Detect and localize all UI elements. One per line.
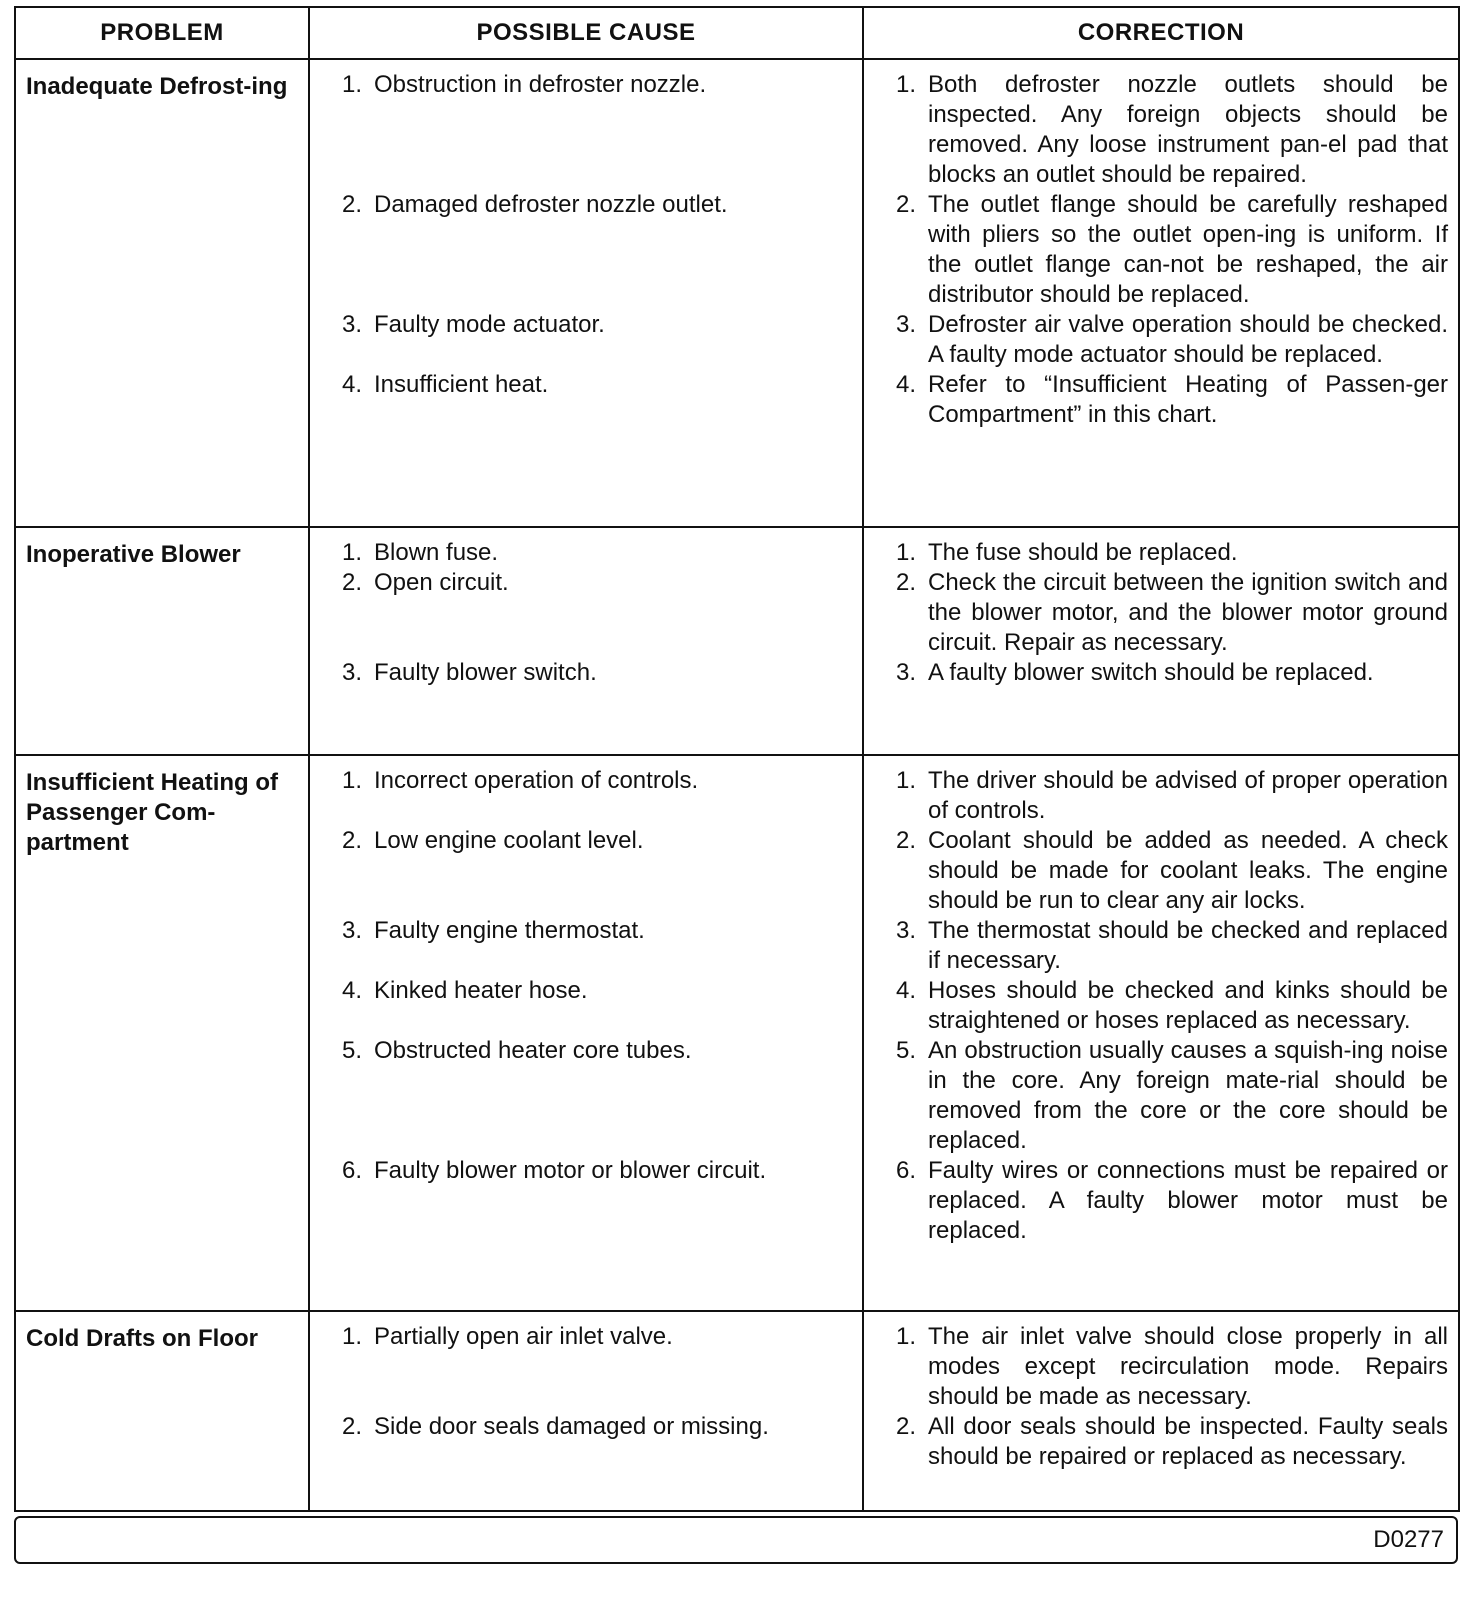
cause-cell xyxy=(309,1311,863,1511)
header-correction: CORRECTION xyxy=(863,7,1459,59)
problem-cell: Cold Drafts on Floor xyxy=(15,1311,309,1511)
cause-number: 2. xyxy=(342,569,363,596)
correction-text: Both defroster nozzle outlets should be inspected. Any foreign objects should be removed. Any loose instrument pan-el pad that blocks an outlet should be repaired. xyxy=(928,71,1448,188)
correction-cell xyxy=(863,755,1459,1311)
header-problem: PROBLEM xyxy=(15,7,309,59)
correction-text: The thermostat should be checked and replaced if necessary. xyxy=(928,917,1448,974)
correction-text: A faulty blower switch should be replaced. xyxy=(928,659,1374,686)
correction-text: Faulty wires or connections must be repaired or replaced. A faulty blower motor must be replaced. xyxy=(928,1157,1448,1244)
cause-number: 2. xyxy=(342,827,363,854)
cause-item xyxy=(342,370,852,430)
correction-number: 4. xyxy=(896,371,917,398)
correction-item xyxy=(896,190,1448,310)
table-row xyxy=(15,59,1459,527)
correction-item xyxy=(896,538,1448,568)
correction-number: 2. xyxy=(896,191,917,218)
cause-cell xyxy=(309,527,863,755)
correction-item xyxy=(896,310,1448,370)
cause-text: Blown fuse. xyxy=(374,539,499,566)
correction-number: 2. xyxy=(896,1413,917,1440)
cause-text: Faulty blower motor or blower circuit. xyxy=(374,1157,767,1184)
correction-number: 2. xyxy=(896,569,917,596)
cause-text: Damaged defroster nozzle outlet. xyxy=(374,191,728,218)
cause-item xyxy=(342,766,852,826)
header-row xyxy=(15,7,1459,59)
cause-text: Insufficient heat. xyxy=(374,371,549,398)
troubleshooting-table xyxy=(14,6,1460,1512)
correction-number: 3. xyxy=(896,659,917,686)
correction-text: Refer to “Insufficient Heating of Passen-ger Compartment” in this chart. xyxy=(928,371,1448,428)
header-possible-cause: POSSIBLE CAUSE xyxy=(309,7,863,59)
cause-number: 3. xyxy=(342,917,363,944)
correction-text: Hoses should be checked and kinks should be straightened or hoses replaced as necessary. xyxy=(928,977,1448,1034)
problem-cell: Inadequate Defrost-ing xyxy=(15,59,309,527)
correction-cell xyxy=(863,59,1459,527)
correction-item xyxy=(896,1156,1448,1246)
correction-item xyxy=(896,1322,1448,1412)
cause-text: Obstructed heater core tubes. xyxy=(374,1037,692,1064)
cause-item xyxy=(342,190,852,310)
cause-text: Side door seals damaged or missing. xyxy=(374,1413,769,1440)
correction-item xyxy=(896,658,1448,688)
figure-footer xyxy=(14,1516,1458,1564)
cause-item xyxy=(342,1322,852,1412)
cause-cell xyxy=(309,755,863,1311)
correction-item xyxy=(896,1412,1448,1472)
cause-number: 1. xyxy=(342,1323,363,1350)
cause-item xyxy=(342,916,852,976)
cause-text: Incorrect operation of controls. xyxy=(374,767,699,794)
correction-number: 1. xyxy=(896,539,917,566)
correction-number: 6. xyxy=(896,1157,917,1184)
correction-item xyxy=(896,1036,1448,1156)
cause-cell xyxy=(309,59,863,527)
cause-item xyxy=(342,70,852,190)
figure-code: D0277 xyxy=(1373,1526,1444,1553)
correction-number: 4. xyxy=(896,977,917,1004)
correction-text: The outlet flange should be carefully reshaped with pliers so the outlet open-ing is uniform. If the outlet flange can-not be reshaped, the air distributor should be replaced. xyxy=(928,191,1448,308)
troubleshooting-chart-page xyxy=(14,6,1458,1590)
cause-number: 6. xyxy=(342,1157,363,1184)
correction-item xyxy=(896,766,1448,826)
cause-text: Faulty blower switch. xyxy=(374,659,597,686)
correction-number: 3. xyxy=(896,311,917,338)
cause-number: 3. xyxy=(342,311,363,338)
cause-number: 4. xyxy=(342,977,363,1004)
problem-cell: Insufficient Heating of Passenger Com-partment xyxy=(15,755,309,1311)
cause-number: 1. xyxy=(342,539,363,566)
cause-number: 4. xyxy=(342,371,363,398)
correction-number: 5. xyxy=(896,1037,917,1064)
cause-item xyxy=(342,826,852,916)
cause-text: Open circuit. xyxy=(374,569,509,596)
correction-item xyxy=(896,916,1448,976)
cause-number: 1. xyxy=(342,71,363,98)
table-body xyxy=(15,59,1459,1511)
cause-item xyxy=(342,1412,852,1472)
problem-cell: Inoperative Blower xyxy=(15,527,309,755)
correction-item xyxy=(896,370,1448,430)
correction-text: The driver should be advised of proper operation of controls. xyxy=(928,767,1448,824)
cause-text: Kinked heater hose. xyxy=(374,977,588,1004)
cause-item xyxy=(342,1156,852,1246)
cause-number: 5. xyxy=(342,1037,363,1064)
cause-text: Low engine coolant level. xyxy=(374,827,644,854)
correction-item xyxy=(896,70,1448,190)
correction-text: Check the circuit between the ignition switch and the blower motor, and the blower motor ground circuit. Repair as necessary. xyxy=(928,569,1448,656)
table-row xyxy=(15,755,1459,1311)
correction-text: Defroster air valve operation should be checked. A faulty mode actuator should be replaced. xyxy=(928,311,1448,368)
cause-text: Faulty engine thermostat. xyxy=(374,917,645,944)
correction-item xyxy=(896,568,1448,658)
cause-text: Partially open air inlet valve. xyxy=(374,1323,673,1350)
cause-text: Obstruction in defroster nozzle. xyxy=(374,71,707,98)
cause-number: 3. xyxy=(342,659,363,686)
table-row xyxy=(15,1311,1459,1511)
correction-text: An obstruction usually causes a squish-ing noise in the core. Any foreign mate-rial should be removed from the core or the core should be replaced. xyxy=(928,1037,1448,1154)
cause-text: Faulty mode actuator. xyxy=(374,311,605,338)
correction-number: 3. xyxy=(896,917,917,944)
cause-number: 2. xyxy=(342,191,363,218)
correction-number: 2. xyxy=(896,827,917,854)
cause-item xyxy=(342,1036,852,1156)
cause-number: 1. xyxy=(342,767,363,794)
cause-item xyxy=(342,658,852,688)
correction-number: 1. xyxy=(896,71,917,98)
correction-text: The air inlet valve should close properly in all modes except recirculation mode. Repairs should be made as necessary. xyxy=(928,1323,1448,1410)
cause-item xyxy=(342,976,852,1036)
correction-text: The fuse should be replaced. xyxy=(928,539,1238,566)
correction-number: 1. xyxy=(896,1323,917,1350)
cause-item xyxy=(342,568,852,658)
correction-cell xyxy=(863,527,1459,755)
correction-item xyxy=(896,976,1448,1036)
correction-item xyxy=(896,826,1448,916)
correction-text: Coolant should be added as needed. A check should be made for coolant leaks. The engine should be run to clear any air locks. xyxy=(928,827,1448,914)
correction-number: 1. xyxy=(896,767,917,794)
cause-item xyxy=(342,538,852,568)
table-row xyxy=(15,527,1459,755)
cause-number: 2. xyxy=(342,1413,363,1440)
correction-text: All door seals should be inspected. Faulty seals should be repaired or replaced as necessary. xyxy=(928,1413,1448,1470)
correction-cell xyxy=(863,1311,1459,1511)
cause-item xyxy=(342,310,852,370)
